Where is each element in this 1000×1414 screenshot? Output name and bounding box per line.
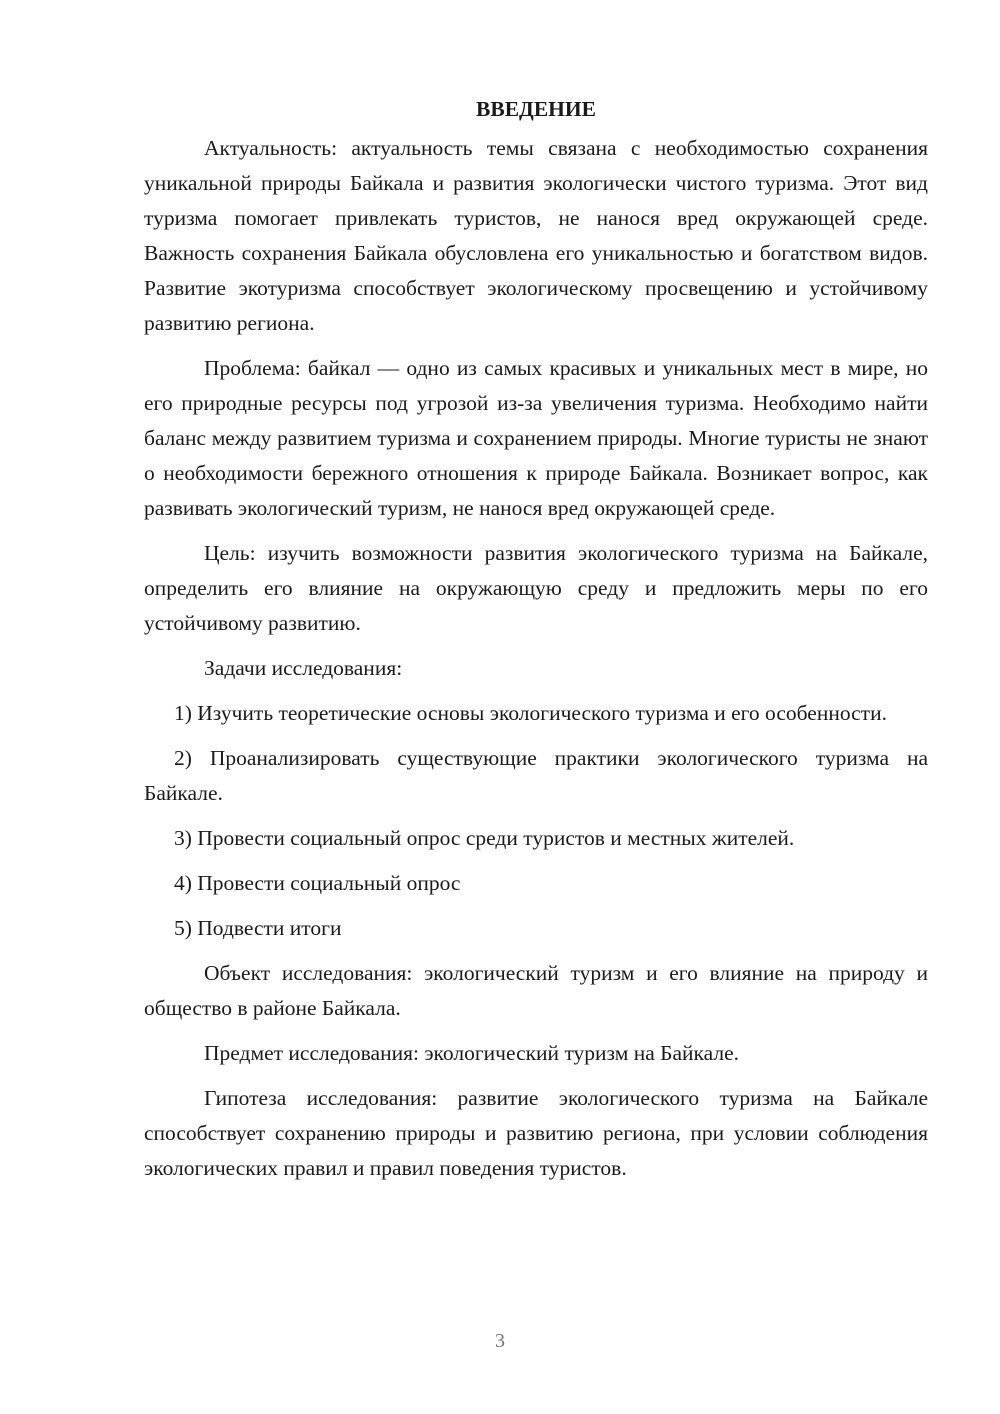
task-item-4: 4) Провести социальный опрос — [174, 871, 461, 895]
task-item-3: 3) Провести социальный опрос среди туристов и местных жителей. — [174, 826, 795, 850]
task-item-5: 5) Подвести итоги — [174, 916, 342, 940]
tasks-heading: Задачи исследования: — [204, 656, 403, 680]
task-item-2: 2) Проанализировать существующие практики экологического туризма на Байкале. — [144, 746, 928, 805]
problem-paragraph: Проблема: байкал — одно из самых красивых и уникальных мест в мире, но его природные ресурсы под угрозой из-за увеличения туризма. Необходимо найти баланс между развитием туризма и сохранением природы. Многие туристы не знают о необходимости бережного отношения к природе Байкала. Возникает вопрос, как развивать экологический туризм, не нанося вред окружающей среде. — [144, 356, 928, 520]
section-title: ВВЕДЕНИЕ — [476, 97, 596, 121]
page-number: 3 — [495, 1330, 505, 1352]
subject-paragraph: Предмет исследования: экологический туризм на Байкале. — [204, 1041, 740, 1065]
goal-paragraph: Цель: изучить возможности развития экологического туризма на Байкале, определить его влияние на окружающую среду и предложить меры по его устойчивому развитию. — [144, 541, 928, 635]
relevance-paragraph: Актуальность: актуальность темы связана с необходимостью сохранения уникальной природы Байкала и развития экологически чистого туризма. Этот вид туризма помогает привлекать туристов, не нанося вред окружающей среде. Важность сохранения Байкала обусловлена его уникальностью и богатством видов. Развитие экотуризма способствует экологическому просвещению и устойчивому развитию региона. — [144, 136, 928, 335]
task-item-1: 1) Изучить теоретические основы экологического туризма и его особенности. — [174, 701, 887, 725]
hypothesis-paragraph: Гипотеза исследования: развитие экологического туризма на Байкале способствует сохранению природы и развитию региона, при условии соблюдения экологических правил и правил поведения туристов. — [144, 1086, 928, 1180]
document-page — [144, 92, 928, 1196]
object-paragraph: Объект исследования: экологический туризм и его влияние на природу и общество в районе Байкала. — [144, 961, 928, 1020]
